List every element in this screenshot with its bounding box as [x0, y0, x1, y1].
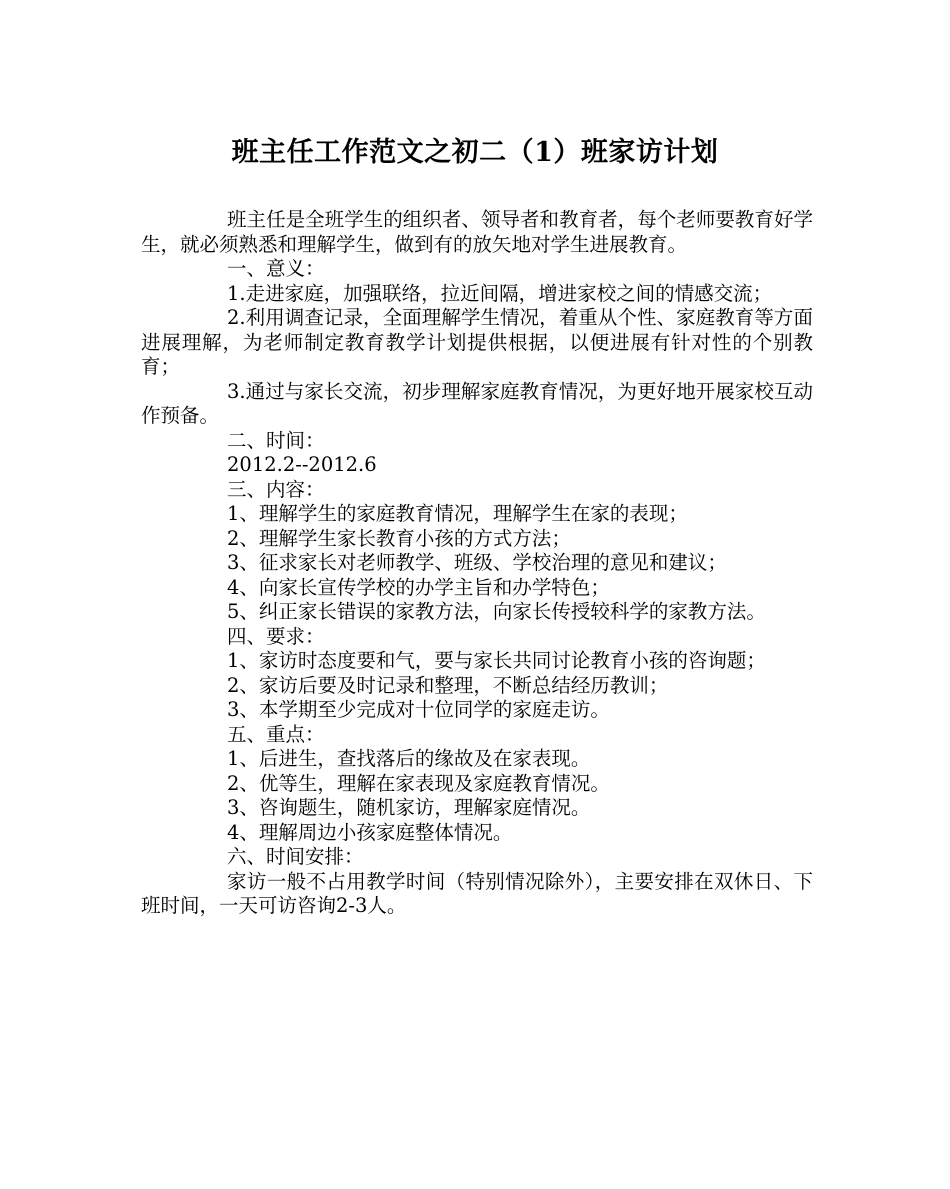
document-title: 班主任工作范文之初二（1）班家访计划 — [231, 137, 719, 168]
list-item: 4、理解周边小孩家庭整体情况。 — [227, 820, 513, 844]
paragraph-schedule: 家访一般不占用教学时间（特别情况除外），主要安排在双休日、下班时间，一天可访咨询2-3人。 — [141, 869, 813, 917]
list-item: 1、家访时态度要和气，要与家长共同讨论教育小孩的咨询题； — [227, 649, 766, 672]
list-item: 2、理解学生家长教育小孩的方式方法； — [227, 526, 571, 550]
document-body — [141, 208, 813, 919]
list-item: 3、咨询题生，随机家访，理解家庭情况。 — [227, 796, 591, 819]
list-item: 2、家访后要及时记录和整理，不断总结经历教训； — [227, 673, 669, 697]
list-item: 5、纠正家长错误的家教方法，向家长传授较科学的家教方法。 — [227, 600, 766, 623]
paragraph-intro: 班主任是全班学生的组织者、领导者和教育者，每个老师要教育好学生，就必须熟悉和理解学生，做到有的放矢地对学生进展教育。 — [141, 208, 813, 256]
list-item: 1、理解学生的家庭教育情况，理解学生在家的表现； — [227, 502, 688, 525]
list-item: 1.走进家庭，加强联络，拉近间隔，增进家校之间的情感交流； — [227, 281, 773, 305]
list-item: 1、后进生，查找落后的缘故及在家表现。 — [227, 747, 591, 770]
list-item: 2、优等生，理解在家表现及家庭教育情况。 — [227, 771, 610, 795]
list-item: 3.通过与家长交流，初步理解家庭教育情况，为更好地开展家校互动作预备。 — [141, 379, 813, 427]
list-item: 3、本学期至少完成对十位同学的家庭走访。 — [227, 698, 610, 721]
section-heading-focus: 五、重点： — [227, 722, 325, 746]
section-heading-meaning: 一、意义： — [227, 257, 325, 280]
section-heading-requirements: 四、要求： — [227, 624, 325, 648]
list-item: 4、向家长宣传学校的办学主旨和办学特色； — [227, 575, 610, 599]
date-range: 2012.2--2012.6 — [227, 453, 377, 476]
list-item: 2.利用调查记录，全面理解学生情况，着重从个性、家庭教育等方面进展理解，为老师制定教育教学计划提供根据，以便进展有针对性的个别教育； — [141, 306, 813, 378]
section-heading-time: 二、时间： — [227, 428, 325, 452]
section-heading-content: 三、内容： — [227, 477, 325, 501]
list-item: 3、征求家长对老师教学、班级、学校治理的意见和建议； — [227, 551, 727, 574]
section-heading-schedule: 六、时间安排： — [227, 845, 364, 868]
